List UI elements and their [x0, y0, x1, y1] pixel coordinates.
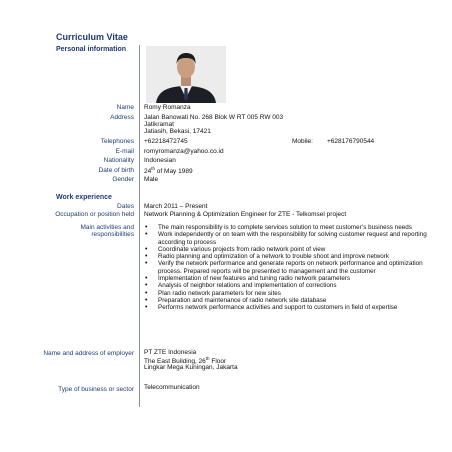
- address-label: Address: [110, 114, 134, 121]
- employer-address-line-3: Lingkar Mega Kuningan, Jakarta: [144, 364, 238, 371]
- email-value: romyromanza@yahoo.co.id: [144, 148, 224, 155]
- dob-suffix: th: [151, 166, 155, 171]
- business-label: Type of business or sector: [58, 386, 134, 393]
- dob-label: Date of birth: [98, 167, 134, 174]
- telephone-value: +62218472745: [144, 138, 188, 145]
- list-item: • The main responsibility is to complete services solution to meet customer’s business needs: [144, 224, 444, 231]
- list-item: • Plan radio network parameters for new sites: [144, 290, 444, 297]
- nationality-label: Nationality: [103, 157, 134, 164]
- address-line-1: Jalan Banowati No. 268 Blok W RT 005 RW 003: [144, 114, 284, 121]
- list-item: • Radio planning and optimization of a network to trouble shoot and improve network: [144, 253, 444, 260]
- list-item: • Coordinate various projects from radio network point of view: [144, 246, 444, 253]
- list-item: • Preparation and maintenance of radio network site database: [144, 297, 444, 304]
- address-line-3: Jatiasih, Bekasi, 17421: [144, 128, 211, 135]
- business-value: Telecommunication: [144, 384, 200, 391]
- column-divider: [139, 45, 140, 407]
- dob-day: 24: [144, 168, 152, 176]
- person-portrait-icon: [146, 46, 226, 103]
- list-item: • Analysis of neighbor relations and implementation of corrections: [144, 282, 444, 289]
- list-item: • Work independently or on team with the responsibility for solving customer request and reporting according to process: [144, 231, 444, 246]
- employer-line-2-suffix: Floor: [209, 358, 227, 366]
- dates-value: March 2011 – Present: [144, 203, 208, 210]
- list-item: • Implementation of new features and tuning radio network parameters: [144, 275, 444, 282]
- activities-list: [144, 224, 444, 312]
- dob-value: [144, 166, 193, 175]
- profile-photo: [146, 46, 226, 103]
- employer-line-2-prefix: The East Building, 26: [144, 358, 206, 366]
- gender-value: Male: [144, 176, 159, 183]
- employer-label: Name and address of employer: [43, 350, 134, 357]
- gender-label: Gender: [112, 176, 134, 183]
- name-label: Name: [116, 104, 134, 111]
- telephones-label: Telephones: [100, 138, 134, 145]
- nationality-value: Indonesian: [144, 157, 176, 164]
- personal-info-heading: Personal information: [56, 46, 127, 53]
- dob-rest: of May 1989: [155, 168, 193, 176]
- list-item: • Verify the network performance and generate reports on network performance and optimization process. Prepared reports will be presented to management and the customer: [144, 260, 444, 275]
- work-experience-heading: Work experience: [56, 194, 112, 201]
- occupation-label: Occupation or position held: [55, 211, 134, 218]
- address-line-2: Jatikramat: [144, 121, 174, 128]
- employer-line-2-sup: th: [205, 356, 210, 361]
- mobile-label: Mobile:: [292, 138, 313, 145]
- activities-label-line-1: Main activities and: [80, 224, 134, 231]
- occupation-value: Network Planning & Optimization Engineer for ZTE - Telkomsel project: [144, 211, 347, 218]
- dates-label: Dates: [117, 203, 134, 210]
- employer-name: PT ZTE Indonesia: [144, 349, 197, 356]
- list-item: • Performs network performance activities and support to customers in field of expertise: [144, 304, 444, 311]
- cv-title: Curriculum Vitae: [56, 32, 128, 42]
- name-value: Romy Romanza: [144, 104, 191, 111]
- email-label: E-mail: [115, 148, 134, 155]
- activities-label-line-2: responsibilities: [91, 231, 134, 238]
- mobile-value: +628176790544: [327, 138, 375, 145]
